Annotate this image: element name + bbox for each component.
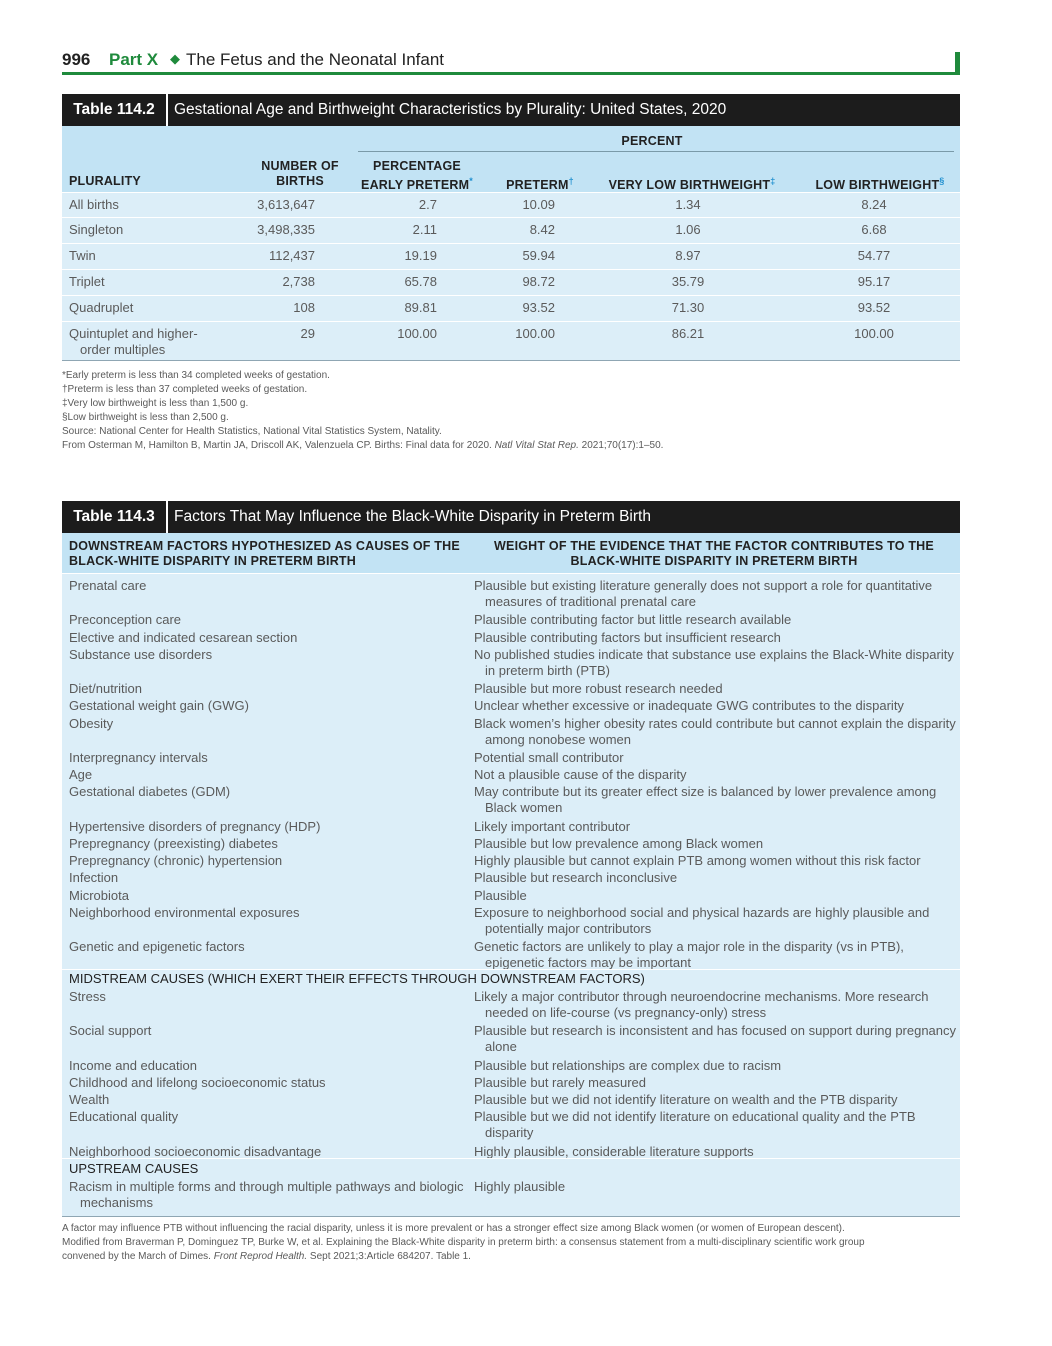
cell-plurality <box>69 222 123 238</box>
table-row <box>62 192 960 217</box>
factor-cell: Hypertensive disorders of pregnancy (HDP) <box>69 818 321 834</box>
citation-text: From Osterman M, Hamilton B, Martin JA, Driscoll AK, Valenzuela CP. Births: Final data for 2020. <box>62 440 495 451</box>
page-number: 996 <box>62 50 91 69</box>
part-label: Part X <box>109 50 159 69</box>
factor-cell: Obesity <box>69 715 114 731</box>
table-number: Table 114.3 <box>62 501 168 533</box>
cell-plurality-text: Quintuplet and higher- <box>69 326 198 341</box>
evidence-cell: Exposure to neighborhood social and physical hazards are highly plausible and potentially major contributors <box>474 904 930 936</box>
cell-vlbw: 71.30 <box>671 300 705 315</box>
factor-cell: Interpregnancy intervals <box>69 750 208 765</box>
cell-preterm: 98.72 <box>522 274 555 289</box>
col-header-births-line2: BIRTHS <box>276 174 324 188</box>
note-lbw: §Low birthweight is less than 2,500 g. <box>62 412 229 423</box>
factor-cell: Prenatal care <box>69 578 147 593</box>
footnote-mark: § <box>939 176 945 186</box>
factor-cell: Social support <box>69 1023 152 1039</box>
factor-cell: Gestational diabetes (GDM) <box>69 784 231 800</box>
factor-cell: Prepregnancy (preexisting) diabetes <box>69 836 278 851</box>
table-row <box>62 217 960 242</box>
citation-ref: 2021;70(17):1–50. <box>578 440 664 451</box>
evidence-cell: Plausible but we did not identify literature on wealth and the PTB disparity <box>474 1092 898 1108</box>
cell-births: 112,437 <box>268 248 315 263</box>
evidence-cell: No published studies indicate that substance use explains the Black-White disparity in preterm birth (PTB) <box>474 646 954 678</box>
evidence-cell: Black women’s higher obesity rates could contribute but cannot explain the disparity among nonobese women <box>474 715 956 747</box>
col-header-vlbw <box>602 174 782 193</box>
factor-cell: Prepregnancy (chronic) hypertension <box>69 853 283 869</box>
note-citation <box>62 439 960 453</box>
col-header-lbw <box>806 174 954 193</box>
factor-cell: Genetic and epigenetic factors <box>69 939 245 955</box>
evidence-cell: Likely a major contributor through neuroendocrine mechanisms. More research needed on life-course (vs pregnancy-only) stress <box>474 989 929 1020</box>
cell-early: 2.11 <box>412 222 437 237</box>
cell-births: 29 <box>300 326 315 341</box>
cell-early: 89.81 <box>404 300 437 315</box>
table-114-2 <box>62 126 960 361</box>
cell-births: 108 <box>293 300 315 315</box>
cell-early: 65.78 <box>404 274 437 289</box>
evidence-cell: Plausible but research is inconsistent and has focused on support during pregnancy alone <box>474 1023 957 1055</box>
cell-plurality-text: Singleton <box>69 222 124 237</box>
factor-cell: Microbiota <box>69 887 129 903</box>
evidence-cell: Plausible but research inconclusive <box>474 870 678 886</box>
evidence-cell: Plausible <box>474 887 527 903</box>
footnote-journal: Front Reprod Health. <box>213 1251 308 1262</box>
note-vlbw: ‡Very low birthweight is less than 1,500 g. <box>62 398 249 409</box>
evidence-cell: Unclear whether excessive or inadequate GWG contributes to the disparity <box>474 698 904 714</box>
factor-cell: Childhood and lifelong socioeconomic status <box>69 1075 326 1090</box>
cell-lbw: 6.68 <box>861 222 887 237</box>
factor-cell: Substance use disorders <box>69 646 213 662</box>
col-header-early-line2: EARLY PRETERM <box>361 178 470 193</box>
col-header-births-line1: NUMBER OF <box>261 159 339 173</box>
col-header-preterm <box>492 174 588 193</box>
footnote-line <box>62 1250 960 1264</box>
midstream-heading: MIDSTREAM CAUSES (WHICH EXERT THEIR EFFECTS THROUGH DOWNSTREAM FACTORS) <box>69 971 645 986</box>
table-114-3 <box>62 533 960 1217</box>
factor-cell: Neighborhood environmental exposures <box>69 904 300 920</box>
table-row <box>62 243 960 268</box>
cell-plurality <box>69 300 133 316</box>
cell-preterm: 100.00 <box>515 326 555 341</box>
factor-cell: Diet/nutrition <box>69 681 142 697</box>
page-header <box>62 48 960 75</box>
table-row <box>62 269 960 294</box>
table-row <box>62 295 960 320</box>
cell-plurality-text: All births <box>69 197 119 212</box>
table-header <box>62 126 960 192</box>
note-early-preterm: *Early preterm is less than 34 completed weeks of gestation. <box>62 370 330 381</box>
factor-cell: Gestational weight gain (GWG) <box>69 698 249 714</box>
footnote-line: Modified from Braverman P, Dominguez TP, Burke W, et al. Explaining the Black-White disparity in preterm birth: a consensus statement from a multi-disciplinary scientific work group <box>62 1237 865 1248</box>
col-header-preterm-text: PRETERM <box>506 178 569 193</box>
upstream-heading: UPSTREAM CAUSES <box>69 1161 199 1176</box>
factor-cell: Wealth <box>69 1092 110 1108</box>
evidence-cell: Plausible but low prevalence among Black women <box>474 836 764 851</box>
footnote-mark: ‡ <box>770 176 776 186</box>
evidence-cell: Plausible contributing factor but little research available <box>474 612 792 628</box>
col-header-early-preterm <box>354 159 480 193</box>
citation-journal: Natl Vital Stat Rep. <box>494 440 579 451</box>
cell-plurality <box>69 248 96 264</box>
footnote-text: Sept 2021;3:Article 684207. Table 1. <box>307 1251 471 1262</box>
factor-cell: Stress <box>69 989 106 1004</box>
factor-cell: Neighborhood socioeconomic disadvantage <box>69 1143 322 1159</box>
evidence-cell: Highly plausible but cannot explain PTB among women without this risk factor <box>474 853 921 869</box>
cell-plurality <box>69 326 198 358</box>
cell-lbw: 100.00 <box>854 326 894 341</box>
cell-early: 2.7 <box>418 197 437 212</box>
evidence-cell: Plausible but relationships are complex due to racism <box>474 1057 782 1073</box>
cell-plurality-text: Quadruplet <box>69 300 134 315</box>
footnote-line: A factor may influence PTB without influencing the racial disparity, unless it is more prevalent or has a stronger effect size among Black women (or women of European descent). <box>62 1223 845 1234</box>
note-source: Source: National Center for Health Statistics, National Vital Statistics System, Natality. <box>62 426 442 437</box>
cell-early: 100.00 <box>397 326 437 341</box>
cell-lbw: 95.17 <box>857 274 891 289</box>
cell-preterm: 10.09 <box>522 197 555 212</box>
col-header-vlbw-text: VERY LOW BIRTHWEIGHT <box>608 178 771 193</box>
table-row <box>62 321 960 362</box>
cell-plurality-text: Triplet <box>69 274 105 289</box>
evidence-cell: Likely important contributor <box>474 818 631 834</box>
cell-vlbw: 86.21 <box>671 326 705 341</box>
cell-early: 19.19 <box>404 248 437 263</box>
cell-lbw: 54.77 <box>857 248 891 263</box>
evidence-cell: May contribute but its greater effect size is balanced by lower prevalence among Black women <box>474 784 937 816</box>
evidence-cell: Potential small contributor <box>474 750 624 765</box>
col-header-factors: DOWNSTREAM FACTORS HYPOTHESIZED AS CAUSES OF THE BLACK-WHITE DISPARITY IN PRETERM BIRTH <box>69 539 460 568</box>
evidence-cell: Highly plausible, considerable literature supports <box>474 1143 754 1159</box>
cell-lbw: 93.52 <box>857 300 891 315</box>
evidence-cell: Highly plausible <box>474 1179 566 1194</box>
col-header-percent: PERCENT <box>621 134 683 148</box>
diamond-icon: ◆ <box>170 51 180 66</box>
cell-vlbw: 1.34 <box>675 197 701 212</box>
table-title: Gestational Age and Birthweight Characteristics by Plurality: United States, 2020 <box>174 101 727 118</box>
cell-preterm: 8.42 <box>529 222 555 237</box>
part-title: The Fetus and the Neonatal Infant <box>186 50 445 69</box>
cell-vlbw: 8.97 <box>675 248 701 263</box>
col-header-evidence: WEIGHT OF THE EVIDENCE THAT THE FACTOR CONTRIBUTES TO THE BLACK-WHITE DISPARITY IN PRETERM BIRTH <box>494 539 934 568</box>
table-number: Table 114.2 <box>62 94 168 126</box>
factor-cell: Elective and indicated cesarean section <box>69 629 298 645</box>
cell-births: 3,498,335 <box>257 222 315 237</box>
cell-vlbw: 1.06 <box>675 222 701 237</box>
factor-cell: Income and education <box>69 1057 197 1073</box>
col-header-early-line1: PERCENTAGE <box>373 159 461 173</box>
factor-cell: Infection <box>69 870 119 886</box>
table-114-3-title-bar <box>62 501 960 533</box>
col-header-plurality: PLURALITY <box>69 174 141 188</box>
cell-plurality <box>69 274 105 290</box>
cell-preterm: 93.52 <box>522 300 555 315</box>
cell-births: 2,738 <box>282 274 315 289</box>
cell-plurality-text: Twin <box>69 248 96 263</box>
footnote-mark: † <box>568 176 574 186</box>
percent-divider <box>358 151 954 152</box>
evidence-cell: Not a plausible cause of the disparity <box>474 767 687 783</box>
cell-vlbw: 35.79 <box>671 274 705 289</box>
footnote-text: convened by the March of Dimes. <box>62 1251 214 1262</box>
evidence-cell: Plausible contributing factors but insufficient research <box>474 629 781 645</box>
factor-cell: Racism in multiple forms and through multiple pathways and biologic mechanisms <box>69 1179 464 1210</box>
table-114-2-notes <box>62 369 960 453</box>
note-preterm: †Preterm is less than 37 completed weeks of gestation. <box>62 384 308 395</box>
col-header-lbw-text: LOW BIRTHWEIGHT <box>815 178 940 193</box>
factor-cell: Preconception care <box>69 612 182 628</box>
table-114-2-title-bar <box>62 94 960 126</box>
factor-cell: Educational quality <box>69 1109 179 1125</box>
evidence-cell: Plausible but we did not identify literature on educational quality and the PTB disparity <box>474 1109 916 1141</box>
cell-plurality-text: order multiples <box>80 342 166 357</box>
table-114-3-footnote <box>62 1222 960 1264</box>
factor-cell: Age <box>69 767 93 783</box>
col-header-births <box>240 159 360 189</box>
evidence-cell: Plausible but existing literature generally does not support a role for quantitative measures of traditional prenatal care <box>474 578 933 609</box>
cell-births: 3,613,647 <box>257 197 315 212</box>
header-end-bar <box>955 52 960 74</box>
cell-lbw: 8.24 <box>861 197 887 212</box>
cell-preterm: 59.94 <box>522 248 555 263</box>
table-header <box>62 533 960 573</box>
cell-plurality <box>69 197 119 213</box>
evidence-cell: Plausible but rarely measured <box>474 1075 646 1090</box>
evidence-cell: Plausible but more robust research needed <box>474 681 723 697</box>
table-title: Factors That May Influence the Black-White Disparity in Preterm Birth <box>174 508 651 525</box>
footnote-mark: * <box>469 176 473 186</box>
evidence-cell: Genetic factors are unlikely to play a major role in the disparity (vs in PTB), epigenetic factors may be important <box>474 939 904 971</box>
